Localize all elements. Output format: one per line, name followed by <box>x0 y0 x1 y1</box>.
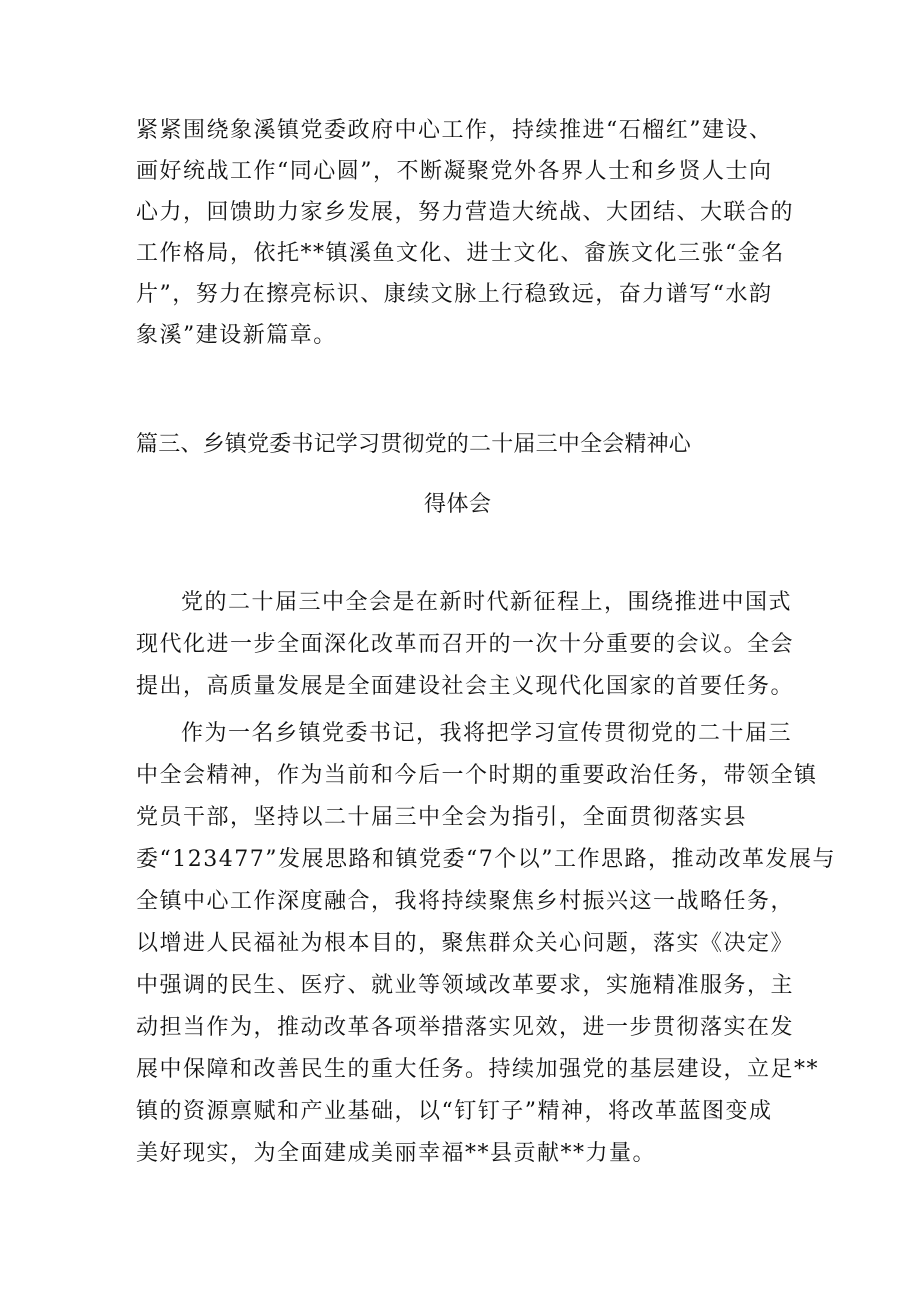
paragraph-2-line-10: 镇的资源禀赋和产业基础，以“钉钉子”精神，将改革蓝图变成 <box>136 1099 773 1124</box>
paragraph-2-line-1: 作为一名乡镇党委书记，我将把学习宣传贯彻党的二十届三 <box>181 721 793 746</box>
intro-line-1: 紧紧围绕象溪镇党委政府中心工作，持续推进“石榴红”建设、 <box>136 118 773 143</box>
paragraph-2-line-5: 全镇中心工作深度融合，我将持续聚焦乡村振兴这一战略任务， <box>136 889 795 914</box>
section-title-line-1: 篇三、乡镇党委书记学习贯彻党的二十届三中全会精神心 <box>136 432 692 457</box>
paragraph-1-line-2: 现代化进一步全面深化改革而召开的一次十分重要的会议。全会 <box>136 632 795 657</box>
intro-line-5: 片”，努力在擦亮标识、康续文脉上行稳致远，奋力谱写“水韵 <box>136 282 773 307</box>
paragraph-2-line-7: 中强调的民生、医疗、就业等领域改革要求，实施精准服务，主 <box>136 973 795 998</box>
intro-line-3: 心力，回馈助力家乡发展，努力营造大统战、大团结、大联合的 <box>136 200 795 225</box>
section-title-line-2: 得体会 <box>424 492 492 517</box>
paragraph-2-line-9: 展中保障和改善民生的重大任务。持续加强党的基层建设，立足** <box>136 1057 820 1082</box>
paragraph-2-line-2: 中全会精神，作为当前和今后一个时期的重要政治任务，带领全镇 <box>136 763 818 788</box>
intro-line-6: 象溪”建设新篇章。 <box>136 323 337 348</box>
paragraph-2-line-3: 党员干部，坚持以二十届三中全会为指引，全面贯彻落实县 <box>136 805 748 830</box>
paragraph-2-line-11: 美好现实，为全面建成美丽幸福**县贡献**力量。 <box>136 1141 657 1166</box>
paragraph-1-line-1: 党的二十届三中全会是在新时代新征程上，围绕推进中国式 <box>181 590 793 615</box>
intro-line-2: 画好统战工作“同心圆”，不断凝聚党外各界人士和乡贤人士向 <box>136 159 773 184</box>
paragraph-1-line-3: 提出，高质量发展是全面建设社会主义现代化国家的首要任务。 <box>136 674 795 699</box>
intro-line-4: 工作格局，依托**镇溪鱼文化、进士文化、畲族文化三张“金名 <box>136 241 785 266</box>
paragraph-2-line-4: 委“123477”发展思路和镇党委“7个以”工作思路，推动改革发展与 <box>136 847 836 872</box>
paragraph-2-line-6: 以增进人民福祉为根本目的，聚焦群众关心问题，落实《决定》 <box>136 931 795 956</box>
paragraph-2-line-8: 动担当作为，推动改革各项举措落实见效，进一步贯彻落实在发 <box>136 1015 795 1040</box>
